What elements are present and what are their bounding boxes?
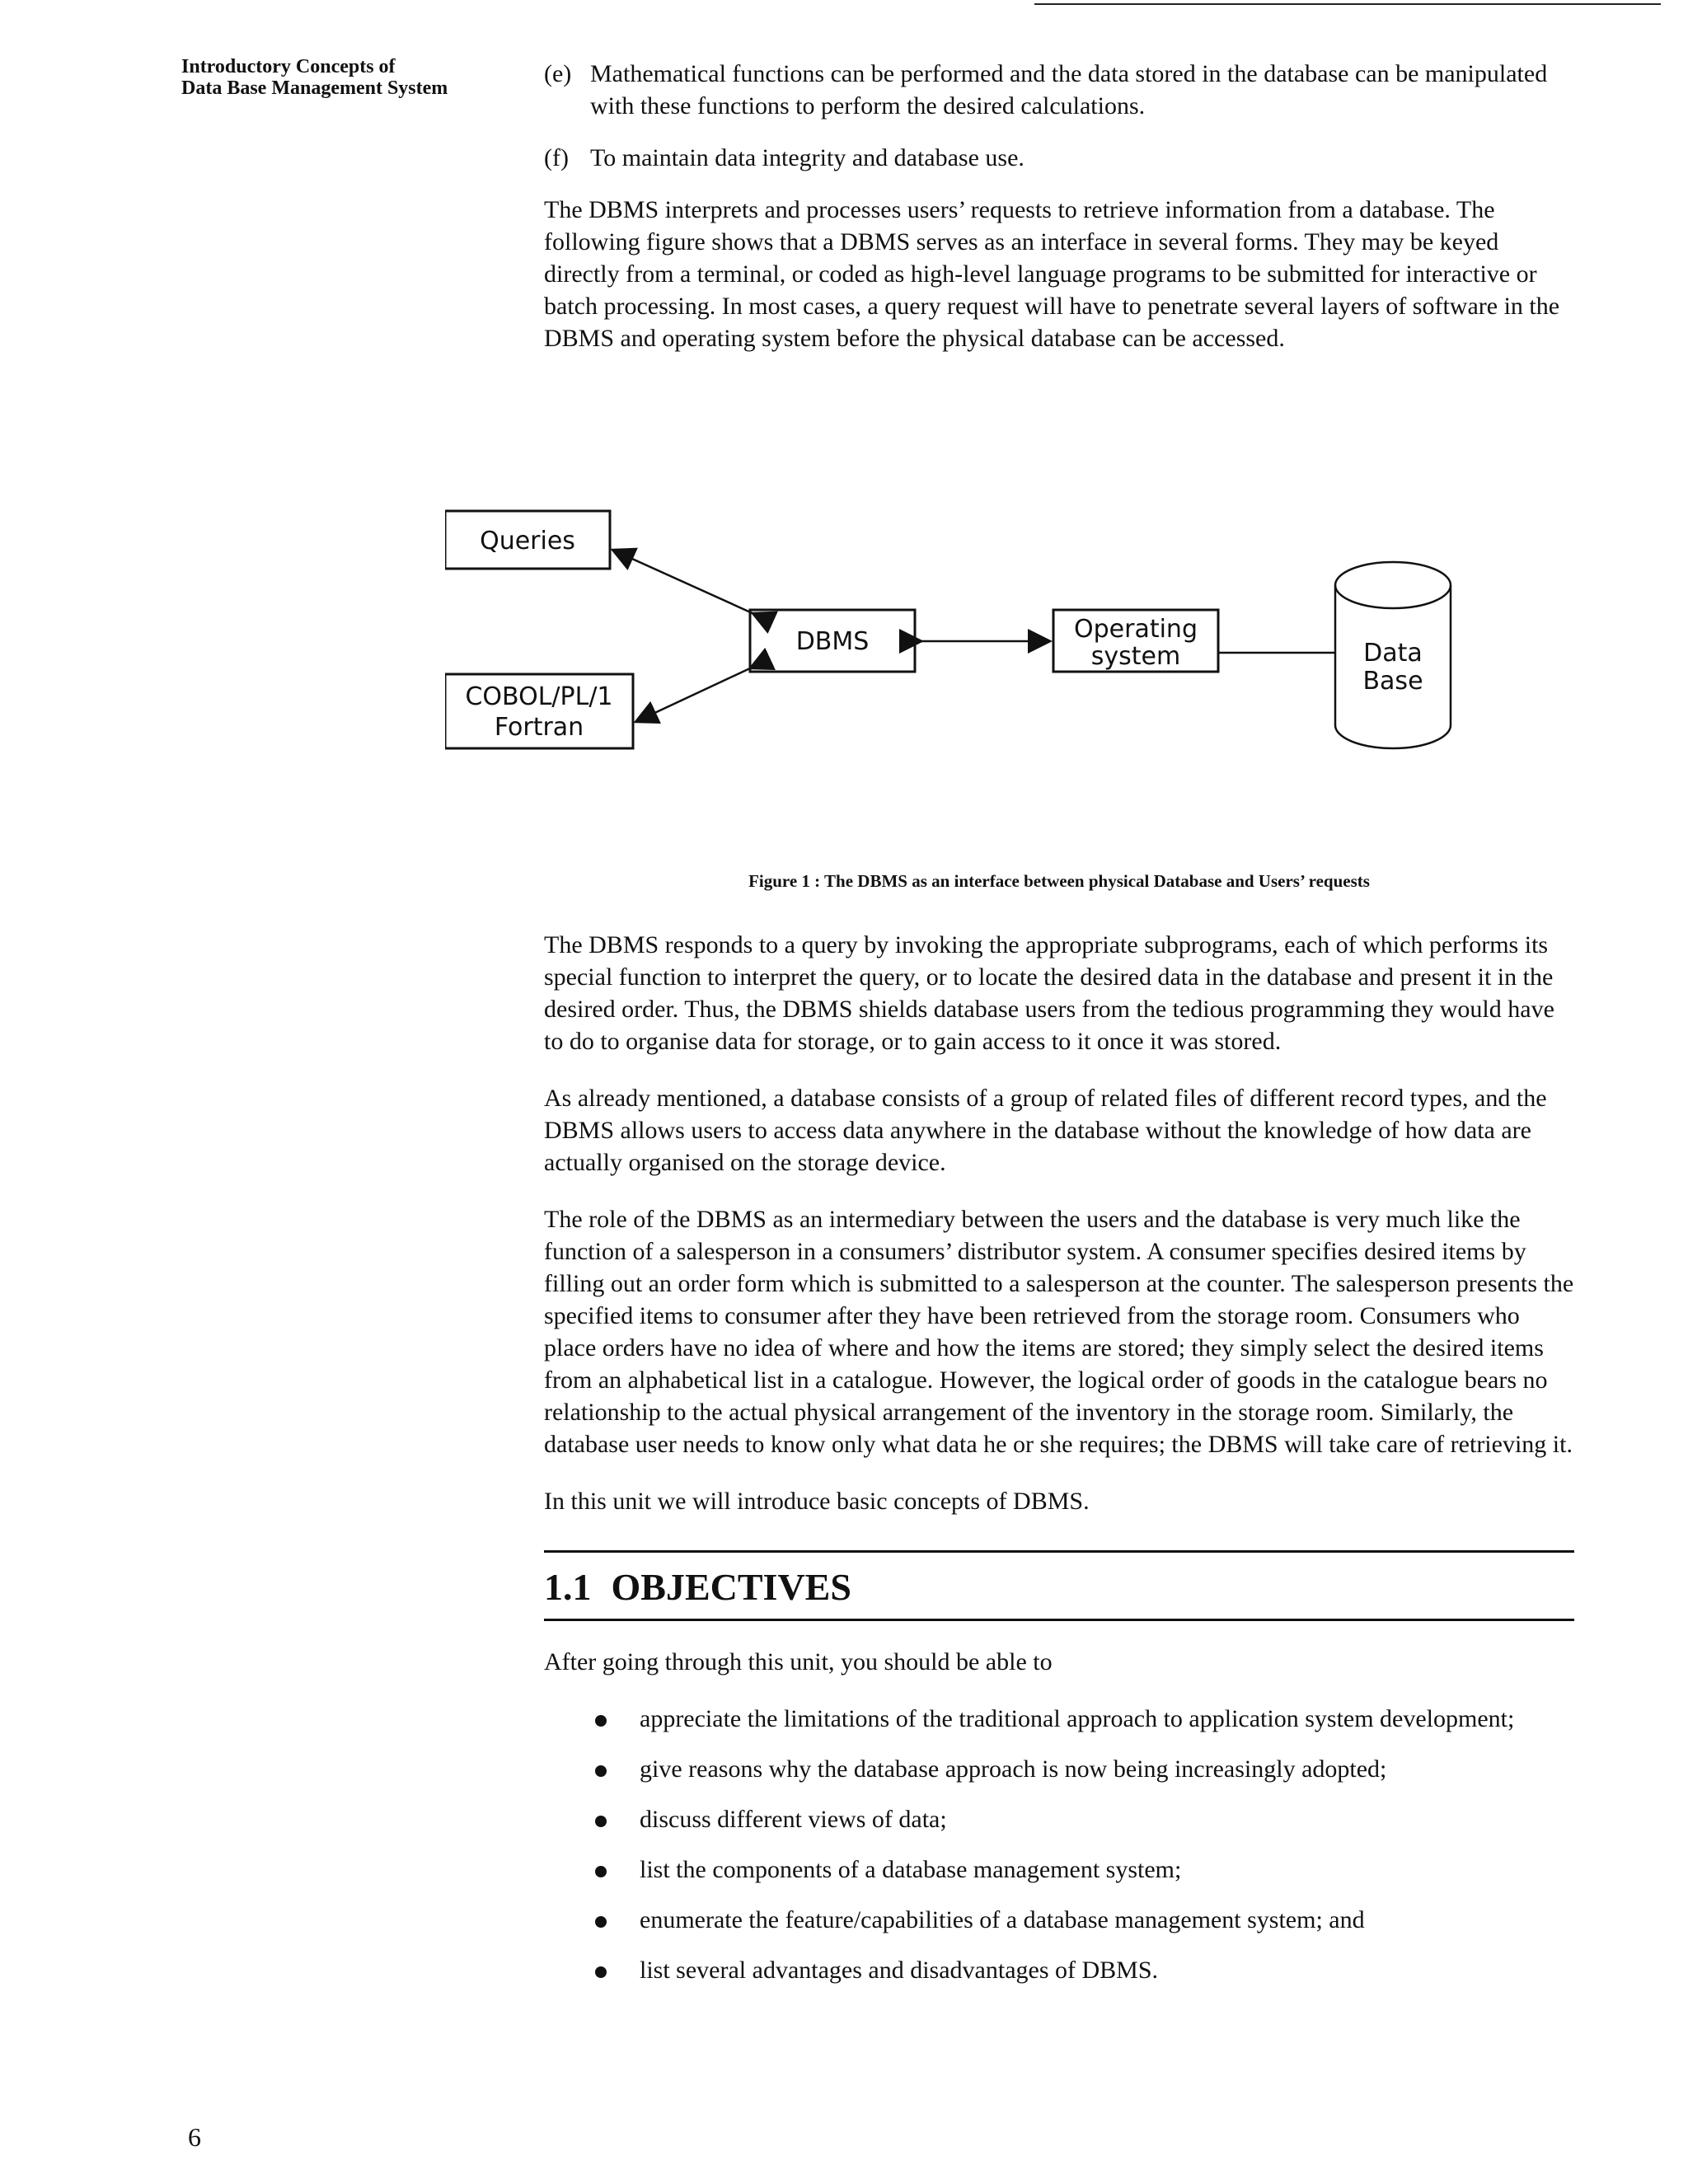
- main-content: [465, 58, 1574, 2004]
- list-item-text: give reasons why the database approach is now being increasingly adopted;: [640, 1755, 1387, 1783]
- list-item-text: list several advantages and disadvantages of DBMS.: [640, 1957, 1159, 1984]
- section-title: [544, 1553, 1574, 1619]
- list-item: [544, 1803, 1574, 1835]
- cobol-label-line-2: Fortran: [494, 713, 584, 742]
- paragraph-already-mentioned: As already mentioned, a database consists of a group of related files of different record types, and the DBMS allows users to access data anywhere in the database without the knowledge of how data are actually organised on the storage device.: [544, 1085, 1547, 1176]
- list-item: [544, 1854, 1574, 1886]
- running-head-line-2: Data Base Management System: [181, 77, 448, 99]
- section-heading: [544, 1550, 1574, 1621]
- figure-caption: Figure 1 : The DBMS as an interface between physical Database and Users’ requests: [748, 871, 1370, 891]
- os-label-line-2: system: [1090, 642, 1181, 671]
- bullet-icon: [595, 1966, 607, 1978]
- list-marker: (f): [544, 144, 569, 171]
- section-rule-bottom: [544, 1619, 1574, 1621]
- list-item-f: [544, 142, 1574, 174]
- list-item-text: appreciate the limitations of the traditional approach to application system development;: [640, 1705, 1515, 1732]
- page-number: 6: [188, 2122, 201, 2152]
- database-label-line-1: Data: [1363, 639, 1423, 668]
- running-head: [181, 56, 495, 99]
- paragraph-objectives-intro: After going through this unit, you should be able to: [544, 1648, 1053, 1675]
- dbms-diagram: [445, 470, 1467, 791]
- list-item: [544, 1703, 1574, 1735]
- running-head-line-1: Introductory Concepts of: [181, 56, 396, 77]
- list-item-text: Mathematical functions can be performed and the data stored in the database can be manipulated with these functions to perform the desired calculations.: [590, 60, 1548, 120]
- dbms-label: DBMS: [795, 627, 870, 656]
- bullet-icon: [595, 1866, 607, 1877]
- bullet-icon: [595, 1765, 607, 1777]
- list-item-text: enumerate the feature/capabilities of a database management system; and: [640, 1906, 1365, 1933]
- bullet-icon: [595, 1715, 607, 1727]
- list-marker: (e): [544, 60, 572, 87]
- operating-system-box: [1053, 610, 1218, 672]
- paragraph-dbms-responds: The DBMS responds to a query by invoking the appropriate subprograms, each of which performs its special function to interpret the query, or to locate the desired data in the database and present it in the desired order. Thus, the DBMS shields database users from the tedious programming they would have to do to organise data for storage, or to gain access to it once it was stored.: [544, 931, 1554, 1055]
- queries-label: Queries: [480, 527, 575, 555]
- section-title-text: OBJECTIVES: [611, 1566, 851, 1608]
- database-cylinder-icon: [1335, 562, 1451, 748]
- section-number: 1.1: [544, 1566, 592, 1608]
- queries-arrow: [614, 551, 754, 614]
- list-item-e: [544, 58, 1574, 122]
- list-item-text: To maintain data integrity and database use.: [590, 144, 1025, 171]
- list-item-text: list the components of a database management system;: [640, 1856, 1182, 1883]
- cobol-arrow: [637, 668, 752, 721]
- queries-box: [445, 511, 610, 569]
- dbms-box: [750, 610, 915, 672]
- list-item-text: discuss different views of data;: [640, 1806, 947, 1833]
- os-label-line-1: Operating: [1074, 615, 1198, 644]
- bullet-icon: [595, 1916, 607, 1928]
- paragraph-role-of-dbms: The role of the DBMS as an intermediary between the users and the database is very much like the function of a salesperson in a consumers’ distributor system. A consumer specifies desired items by filling out an order form which is submitted to a salesperson at the counter. The salesperson presents the specified items to consumer after they have been retrieved from the storage room. Consumers who place orders have no idea of where and how the items are stored; they simply select the desired items from an alphabetical list in a catalogue. However, the logical order of goods in the catalogue bears no relationship to the actual physical arrangement of the inventory in the storage room. Similarly, the database user needs to know only what data he or she requires; the DBMS will take care of retrieving it.: [544, 1206, 1574, 1458]
- bullet-icon: [595, 1816, 607, 1827]
- paragraph-dbms-interprets: The DBMS interprets and processes users’ requests to retrieve information from a database. The following figure shows that a DBMS serves as an interface in several forms. They may be keyed directly from a terminal, or coded as high-level language programs to be submitted for interactive or batch processing. In most cases, a query request will have to penetrate several layers of software in the DBMS and operating system before the physical database can be accessed.: [544, 196, 1560, 352]
- cobol-box: [445, 674, 633, 748]
- cobol-label-line-1: COBOL/PL/1: [465, 682, 613, 711]
- paragraph-unit-intro: In this unit we will introduce basic concepts of DBMS.: [544, 1488, 1090, 1515]
- database-label-line-2: Base: [1362, 667, 1423, 696]
- list-item: [544, 1753, 1574, 1785]
- figure-dbms-interface: [465, 470, 1574, 791]
- list-item: [544, 1904, 1574, 1936]
- objectives-list: [544, 1703, 1574, 1986]
- list-item: [544, 1954, 1574, 1986]
- top-rule: [1034, 3, 1661, 5]
